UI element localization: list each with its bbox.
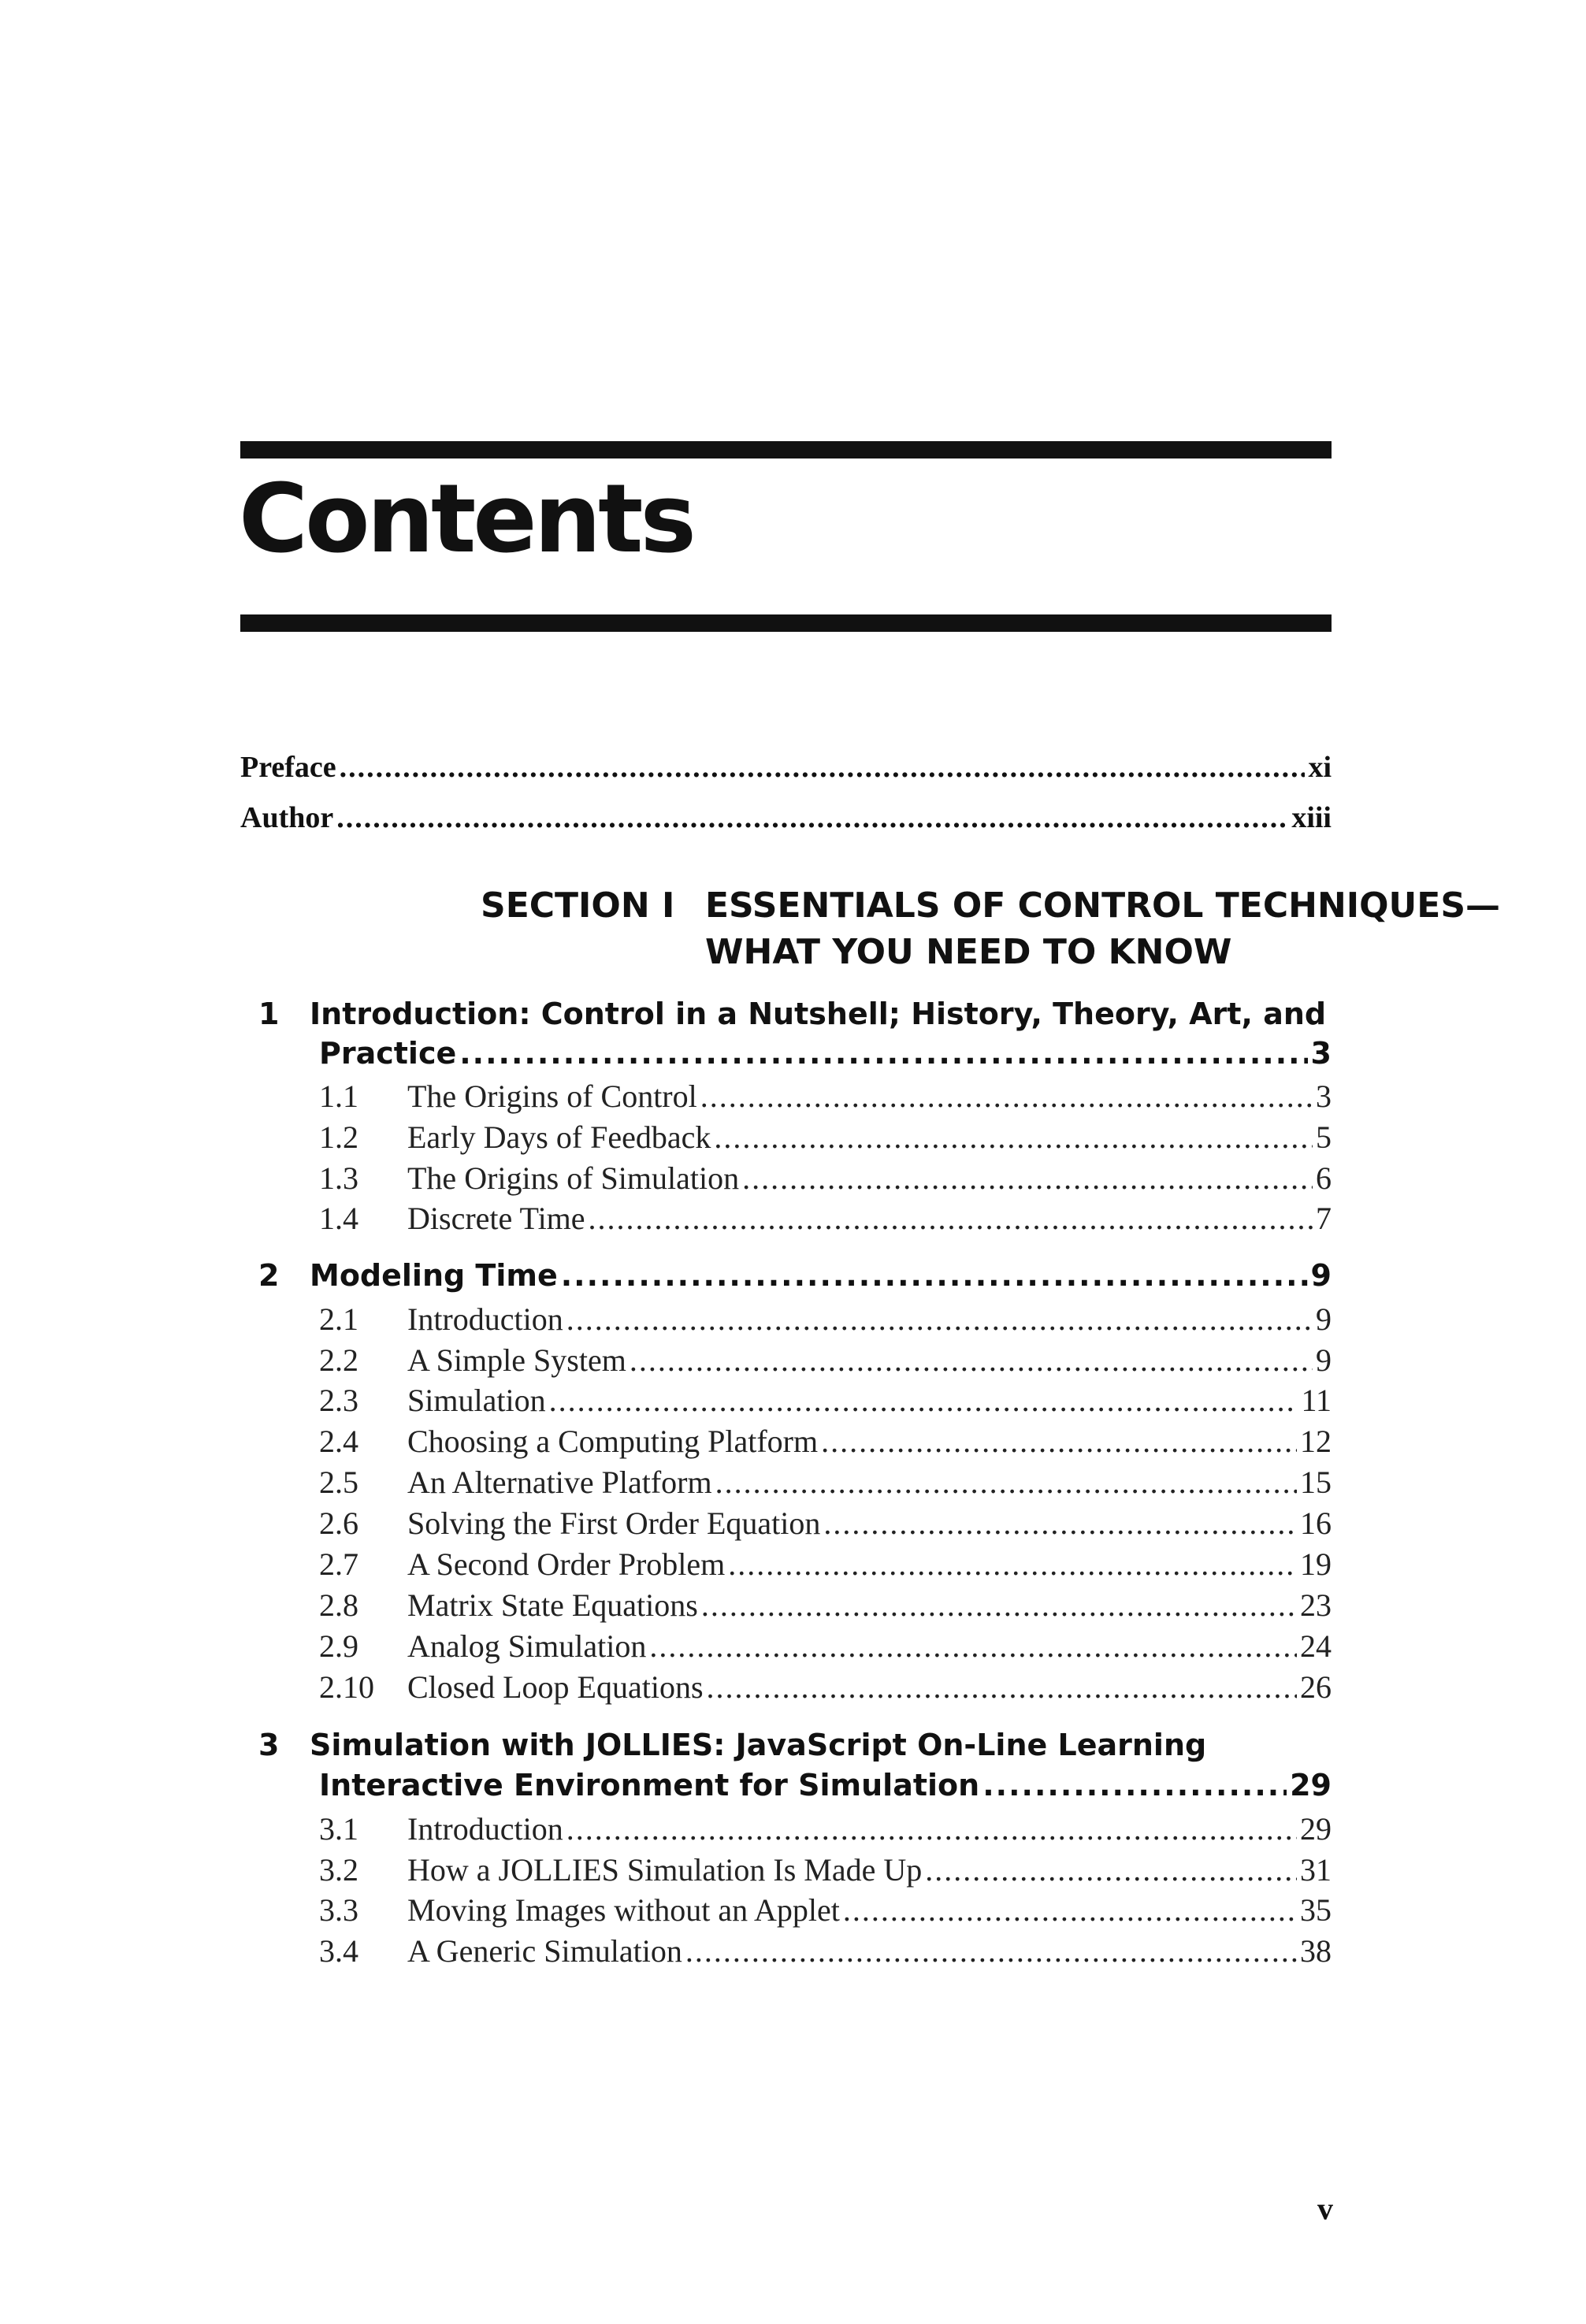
chapter-title-line1[interactable]: Introduction: Control in a Nutshell; History, Theory, Art, and (310, 997, 1327, 1031)
entry-page: 16 (1300, 1505, 1332, 1541)
entry-number: 1.2 (319, 1119, 358, 1155)
entry-page: 6 (1316, 1160, 1332, 1196)
toc-entry-section[interactable] (319, 1382, 1332, 1419)
dot-leader (685, 1932, 1297, 1969)
entry-page: 26 (1300, 1669, 1332, 1705)
dot-leader (549, 1382, 1298, 1419)
toc-entry-section[interactable] (319, 1078, 1332, 1115)
toc-entry-section[interactable] (319, 1628, 1332, 1665)
section-title-line2: WHAT YOU NEED TO KNOW (705, 932, 1232, 972)
entry-title: Moving Images without an Applet (407, 1892, 840, 1928)
entry-page: 9 (1316, 1301, 1332, 1337)
entry-page: 7 (1316, 1201, 1332, 1236)
dot-leader (742, 1160, 1313, 1197)
entry-number: 2.2 (319, 1342, 358, 1378)
entry-title: Preface (240, 751, 336, 784)
chapter-number: 2 (258, 1258, 280, 1293)
entry-title: Introduction (407, 1811, 563, 1847)
entry-page: 23 (1300, 1587, 1332, 1623)
toc-entry-section[interactable] (319, 1669, 1332, 1706)
entry-page: 5 (1316, 1119, 1332, 1155)
entry-page: 3 (1310, 1036, 1332, 1071)
entry-title: A Second Order Problem (407, 1546, 726, 1582)
entry-title: Discrete Time (407, 1201, 585, 1236)
entry-page: 3 (1316, 1078, 1332, 1114)
toc-entry-chapter[interactable] (310, 1258, 1332, 1293)
dot-leader (707, 1669, 1297, 1706)
entry-page: 29 (1300, 1811, 1332, 1847)
entry-title: How a JOLLIES Simulation Is Made Up (407, 1852, 923, 1888)
toc-entry-section[interactable] (319, 1932, 1332, 1969)
toc-entry-section[interactable] (319, 1891, 1332, 1929)
dot-leader (336, 800, 1288, 835)
entry-title: An Alternative Platform (407, 1465, 712, 1500)
toc-entry-preface[interactable] (240, 750, 1332, 785)
dot-leader (566, 1810, 1297, 1847)
dot-leader (459, 1036, 1307, 1071)
entry-number: 1.4 (319, 1201, 358, 1236)
entry-title: Closed Loop Equations (407, 1669, 704, 1705)
dot-leader (925, 1851, 1297, 1888)
dot-leader (714, 1119, 1313, 1156)
entry-page: 9 (1310, 1258, 1332, 1293)
entry-number: 2.10 (319, 1669, 374, 1705)
toc-entry-section[interactable] (319, 1505, 1332, 1542)
dot-leader (701, 1587, 1297, 1624)
entry-number: 2.5 (319, 1465, 358, 1500)
toc-entry-chapter[interactable] (319, 1036, 1332, 1071)
entry-title: Interactive Environment for Simulation (319, 1768, 980, 1802)
entry-page: 31 (1300, 1852, 1332, 1888)
toc-entry-section[interactable] (319, 1200, 1332, 1237)
section-title-line1: ESSENTIALS OF CONTROL TECHNIQUES— (705, 885, 1501, 926)
section-label: SECTION I (481, 885, 675, 926)
toc-entry-section[interactable] (319, 1587, 1332, 1624)
entry-title: Simulation (407, 1383, 546, 1418)
entry-number: 2.9 (319, 1628, 358, 1664)
entry-title: A Simple System (407, 1342, 626, 1378)
entry-title: The Origins of Simulation (407, 1160, 740, 1196)
dot-leader (728, 1546, 1297, 1583)
entry-title: Author (240, 801, 334, 834)
entry-title: Early Days of Feedback (407, 1119, 711, 1155)
entry-page: 11 (1301, 1383, 1332, 1418)
entry-title: Analog Simulation (407, 1628, 647, 1664)
entry-page: xi (1308, 751, 1332, 784)
dot-leader (843, 1891, 1297, 1929)
toc-entry-author[interactable] (240, 800, 1332, 835)
entry-number: 3.4 (319, 1933, 358, 1969)
entry-page: 19 (1300, 1546, 1332, 1582)
entry-page: 15 (1300, 1465, 1332, 1500)
entry-page: 35 (1300, 1892, 1332, 1928)
entry-number: 2.4 (319, 1424, 358, 1459)
toc-entry-section[interactable] (319, 1851, 1332, 1888)
toc-entry-section[interactable] (319, 1546, 1332, 1583)
entry-number: 2.3 (319, 1383, 358, 1418)
dot-leader (561, 1258, 1308, 1293)
dot-leader (340, 750, 1306, 785)
entry-page: 24 (1300, 1628, 1332, 1664)
page-number: v (1317, 2191, 1333, 2226)
entry-title: Choosing a Computing Platform (407, 1424, 819, 1459)
entry-title: The Origins of Control (407, 1078, 697, 1114)
page-title: Contents (239, 465, 693, 574)
entry-title: Practice (319, 1036, 457, 1071)
toc-entry-chapter[interactable] (319, 1768, 1332, 1802)
dot-leader (589, 1200, 1313, 1237)
entry-title: Solving the First Order Equation (407, 1505, 821, 1541)
entry-number: 2.8 (319, 1587, 358, 1623)
entry-page: 9 (1316, 1342, 1332, 1378)
toc-entry-section[interactable] (319, 1342, 1332, 1379)
entry-page: xiii (1291, 801, 1332, 834)
entry-number: 1.3 (319, 1160, 358, 1196)
dot-leader (823, 1505, 1297, 1542)
entry-number: 1.1 (319, 1078, 358, 1114)
entry-number: 3.3 (319, 1892, 358, 1928)
toc-entry-section[interactable] (319, 1119, 1332, 1156)
dot-leader (649, 1628, 1297, 1665)
dot-leader (821, 1423, 1297, 1460)
chapter-title-line1[interactable]: Simulation with JOLLIES: JavaScript On-Line Learning (310, 1728, 1207, 1762)
entry-page: 12 (1300, 1424, 1332, 1459)
toc-entry-section[interactable] (319, 1160, 1332, 1197)
entry-number: 2.6 (319, 1505, 358, 1541)
entry-title: A Generic Simulation (407, 1933, 682, 1969)
entry-number: 3.1 (319, 1811, 358, 1847)
entry-number: 3.2 (319, 1852, 358, 1888)
entry-title: Introduction (407, 1301, 563, 1337)
entry-title: Modeling Time (310, 1258, 558, 1293)
chapter-number: 1 (258, 997, 280, 1031)
entry-title: Matrix State Equations (407, 1587, 698, 1623)
toc-entry-section[interactable] (319, 1810, 1332, 1847)
chapter-number: 3 (258, 1728, 280, 1762)
toc-entry-section[interactable] (319, 1464, 1332, 1501)
dot-leader (630, 1342, 1313, 1379)
entry-number: 2.1 (319, 1301, 358, 1337)
entry-page: 29 (1290, 1768, 1332, 1802)
entry-page: 38 (1300, 1933, 1332, 1969)
dot-leader (700, 1078, 1313, 1115)
dot-leader (715, 1464, 1297, 1501)
toc-entry-section[interactable] (319, 1301, 1332, 1338)
entry-number: 2.7 (319, 1546, 358, 1582)
toc-entry-section[interactable] (319, 1423, 1332, 1460)
dot-leader (982, 1768, 1287, 1802)
dot-leader (566, 1301, 1313, 1338)
